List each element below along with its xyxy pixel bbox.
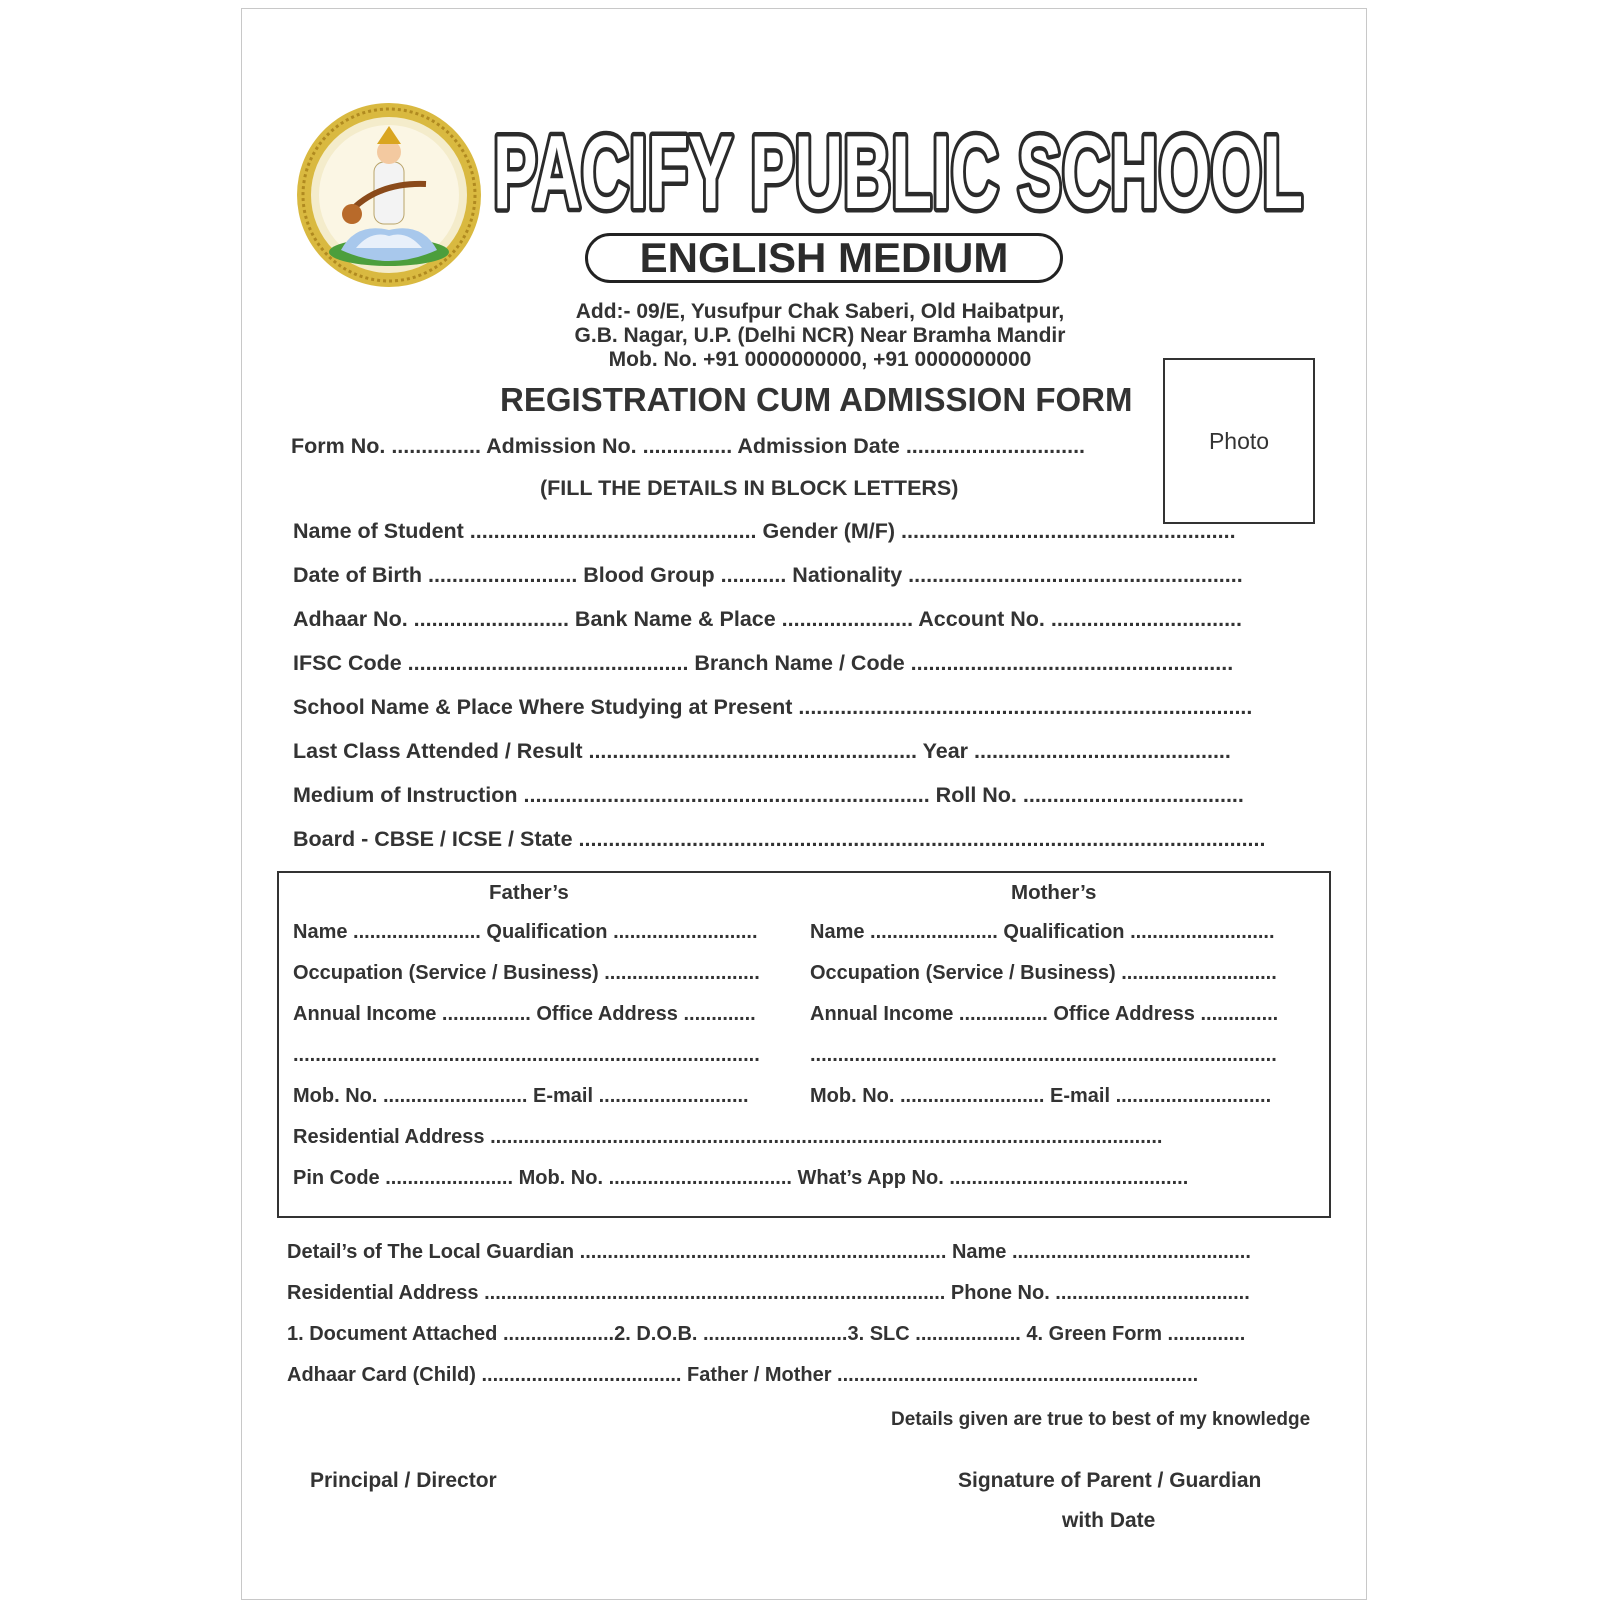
medium-badge (585, 233, 1063, 283)
father-occupation-row[interactable]: Occupation (Service / Business) ............................ (293, 962, 760, 984)
mother-income-row[interactable]: Annual Income ................ Office Address .............. (810, 1003, 1279, 1025)
declaration-text: Details given are true to best of my knowledge (891, 1409, 1311, 1430)
student-name-row[interactable]: Name of Student ................................................ Gender (M/F) ........................................................ (293, 519, 1236, 543)
father-mobile-row[interactable]: Mob. No. .......................... E-mail ........................... (293, 1085, 749, 1107)
mother-mobile-row[interactable]: Mob. No. .......................... E-mail ............................ (810, 1085, 1272, 1107)
form-numbers-line[interactable]: Form No. ............... Admission No. ............... Admission Date .............................. (291, 434, 1086, 458)
block-letters-instruction: (FILL THE DETAILS IN BLOCK LETTERS) (540, 476, 959, 500)
residential-address-row[interactable]: Residential Address ......................................................................................................................... (293, 1126, 1163, 1148)
documents-row[interactable]: 1. Document Attached ....................2. D.O.B. ..........................3. SLC ................... 4. Green Form .............. (287, 1323, 1246, 1345)
school-logo (296, 102, 482, 288)
photo-label: Photo (1208, 428, 1270, 454)
adhaar-bank-row[interactable]: Adhaar No. .......................... Bank Name & Place ...................... Account No. ................................ (293, 607, 1242, 631)
address-line-2: G.B. Nagar, U.P. (Delhi NCR) Near Bramha Mandir (574, 324, 1066, 347)
ifsc-row[interactable]: IFSC Code ............................................... Branch Name / Code ...................................................... (293, 651, 1234, 675)
father-heading: Father’s (489, 881, 569, 904)
father-address-cont-row[interactable]: .................................................................................... (293, 1044, 760, 1066)
school-name: PACIFY PUBLIC SCHOOL (493, 115, 1303, 230)
dob-row[interactable]: Date of Birth ......................... Blood Group ........... Nationality ........................................................ (293, 563, 1243, 587)
principal-signature-label: Principal / Director (310, 1469, 497, 1492)
school-name-title (488, 110, 1308, 230)
guardian-row[interactable]: Detail’s of The Local Guardian .................................................................. Name ........................................... (287, 1241, 1251, 1263)
father-name-row[interactable]: Name ....................... Qualification .......................... (293, 921, 758, 943)
medium-roll-row[interactable]: Medium of Instruction .................................................................... Roll No. ..................................... (293, 783, 1244, 807)
medium-label: ENGLISH MEDIUM (639, 234, 1009, 281)
mother-name-row[interactable]: Name ....................... Qualification .......................... (810, 921, 1275, 943)
last-class-row[interactable]: Last Class Attended / Result ....................................................... Year ........................................... (293, 739, 1231, 763)
school-address (540, 300, 1100, 372)
father-income-row[interactable]: Annual Income ................ Office Address ............. (293, 1003, 756, 1025)
photo-box (1163, 358, 1315, 524)
present-school-row[interactable]: School Name & Place Where Studying at Present ............................................................................ (293, 695, 1253, 719)
address-line-1: Add:- 09/E, Yusufpur Chak Saberi, Old Haibatpur, (575, 300, 1065, 323)
guardian-address-row[interactable]: Residential Address ................................................................................... Phone No. ................................... (287, 1282, 1250, 1304)
mother-address-cont-row[interactable]: .................................................................................... (810, 1044, 1277, 1066)
board-row[interactable]: Board - CBSE / ICSE / State ................................................................................................................... (293, 827, 1266, 851)
pin-code-row[interactable]: Pin Code ....................... Mob. No. ................................. What’s App No. ........................................... (293, 1167, 1189, 1189)
adhaar-card-row[interactable]: Adhaar Card (Child) .................................... Father / Mother ................................................................. (287, 1364, 1199, 1386)
mother-occupation-row[interactable]: Occupation (Service / Business) ............................ (810, 962, 1277, 984)
mother-heading: Mother’s (1011, 881, 1097, 904)
signature-date-label: with Date (1062, 1509, 1156, 1532)
form-title: REGISTRATION CUM ADMISSION FORM (500, 381, 1133, 418)
parent-signature-label: Signature of Parent / Guardian (958, 1469, 1262, 1492)
address-line-3: Mob. No. +91 0000000000, +91 0000000000 (608, 348, 1032, 371)
